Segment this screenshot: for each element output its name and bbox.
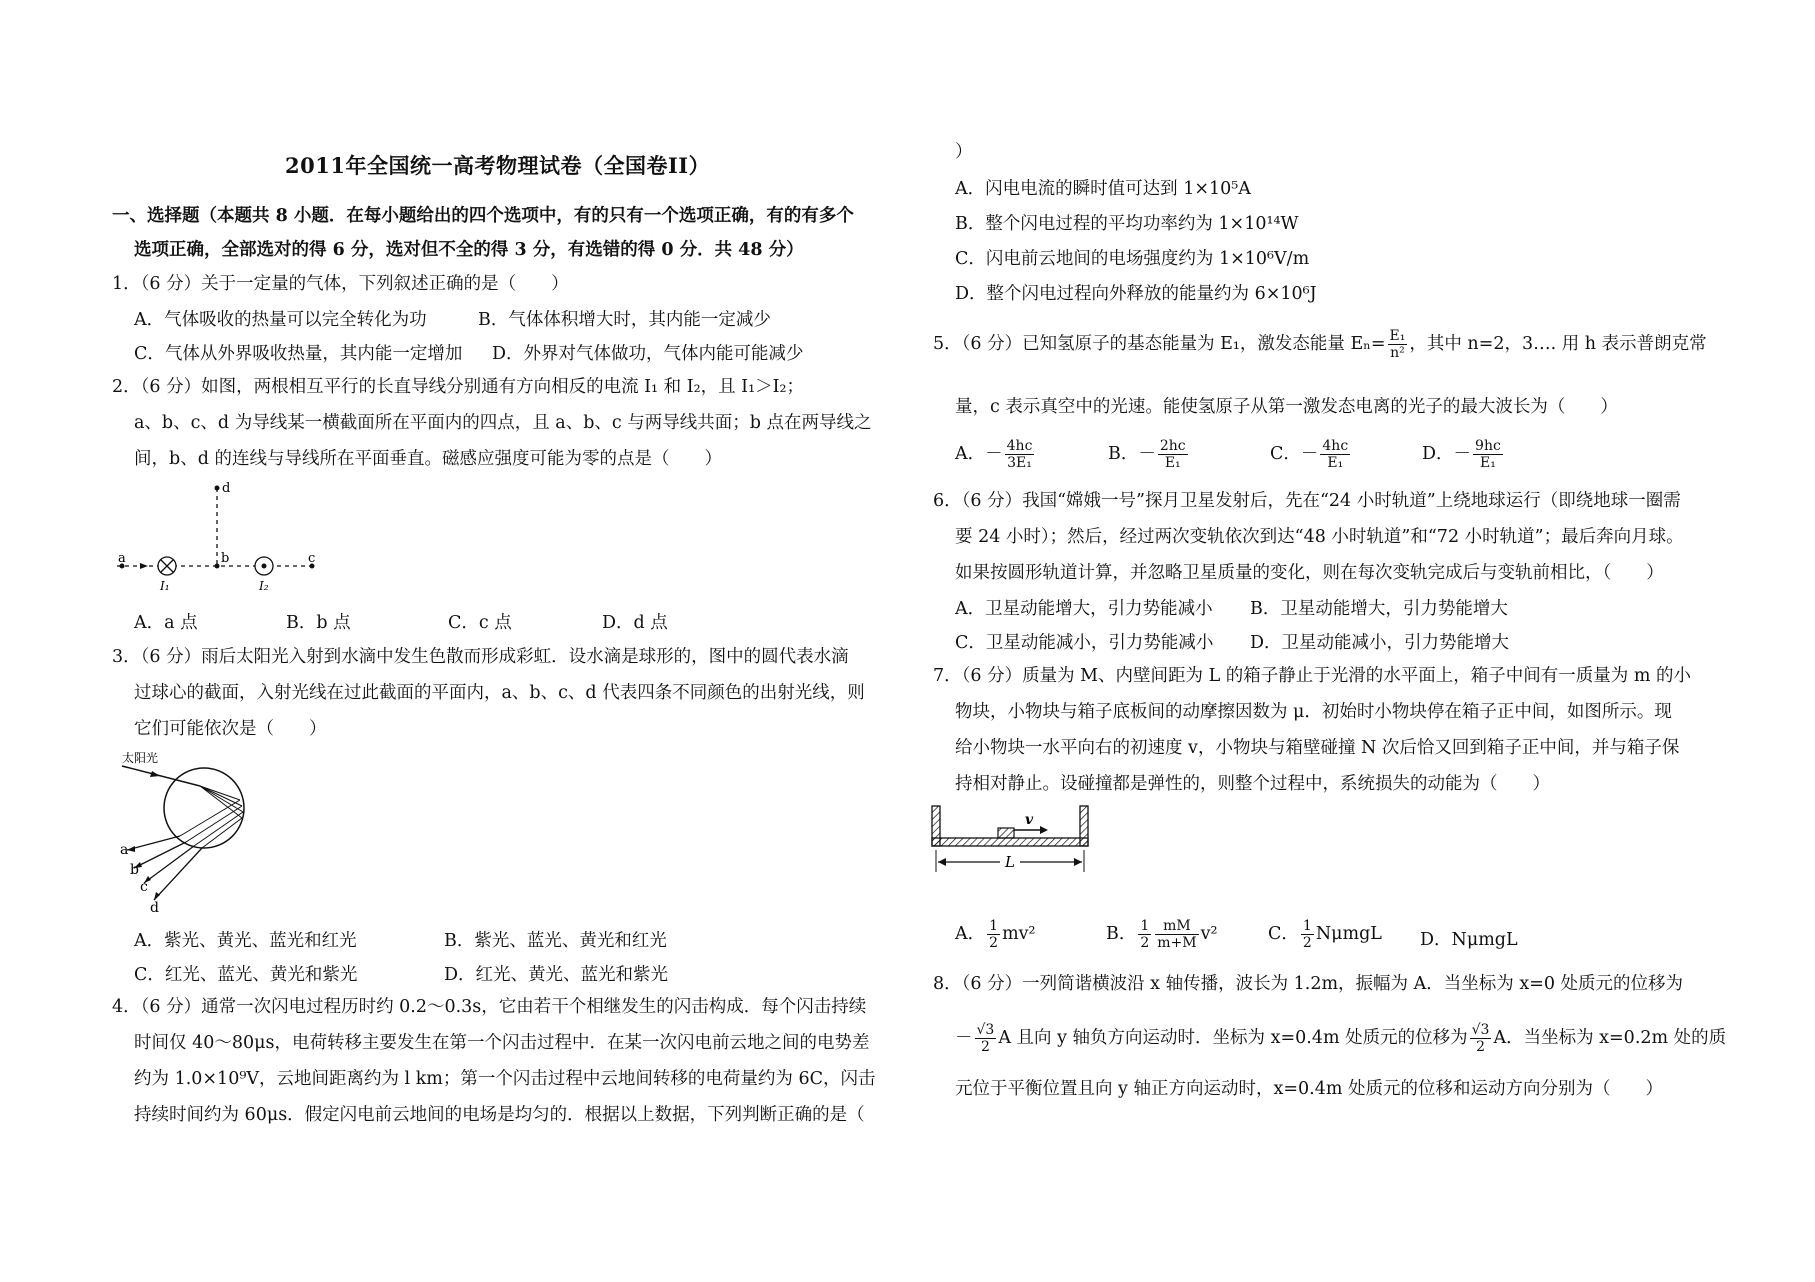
q7-option-a-num: 1 [989,918,999,934]
q7-option-b-fraction1 [1138,918,1151,951]
q2-option-d: D．d 点 [602,613,668,633]
q5-option-a-num: 4hc [1006,438,1033,454]
q3-ray-d [154,848,202,900]
q1-option-c: C．气体从外界吸收热量，其内能一定增加 [134,344,463,364]
q7-option-b-tail: v² [1200,924,1218,944]
q4-option-b: B．整个闪电过程的平均功率约为 1×10¹⁴W [955,214,1299,234]
q7-block [998,828,1014,838]
q7-option-c-fraction [1301,918,1314,951]
q4-stem-line5: ） [955,142,973,162]
q5-stem-part2: ，其中 n=2，3…. 用 h 表示普朗克常 [1409,334,1707,354]
q8-stem-line3: 元位于平衡位置且向 y 轴正方向运动时，x=0.4m 处质元的位移和运动方向分别为（ ） [955,1079,1664,1099]
q6-option-d: D．卫星动能减小，引力势能增大 [1250,633,1510,653]
q2-label-c: c [308,551,316,566]
q5-en-fraction [1388,328,1408,361]
q2-option-c: C．c 点 [448,613,512,633]
q5-option-b-label: B． [1108,444,1139,464]
q3-label-a: a [120,842,129,858]
q7-option-b-label: B． [1106,924,1137,944]
q7-option-a-label: A． [955,924,986,944]
q8-sqrt3-fraction-1 [975,1022,997,1055]
q2-wire-i2-icon [255,557,273,575]
q8-stem-line2-mid: A 且向 y 轴负方向运动时．坐标为 x=0.4m 处质元的位移为 [998,1028,1468,1048]
q2-label-d: d [222,481,231,496]
q8-frac1-num: √3 [976,1022,995,1038]
q3-label-d: d [150,900,159,916]
q6-option-a: A．卫星动能增大，引力势能减小 [955,599,1213,619]
q2-label-i2: I₂ [259,579,269,593]
q7-stem-line1: 7．（6 分）质量为 M、内壁间距为 L 的箱子静止于光滑的水平面上，箱子中间有一质量为 m 的小 [933,666,1692,686]
q3-label-b: b [130,862,139,878]
q8-frac2-den: 2 [1476,1039,1485,1055]
q7-stem-line4: 持相对静止。设碰撞都是弹性的，则整个过程中，系统损失的动能为（ ） [955,774,1550,794]
q7-option-c-num: 1 [1302,918,1312,934]
q7-option-a-tail: mv² [1002,924,1036,944]
q2-option-a: A．a 点 [134,613,198,633]
q6-stem-line2: 要 24 小时）；然后，经过两次变轨依次到达“48 小时轨道”和“72 小时轨道”；最后奔向月球。 [955,527,1684,547]
q7-box-floor [932,838,1088,846]
q7-label-L: L [1005,853,1015,871]
q4-option-d: D．整个闪电过程向外释放的能量约为 6×10⁶J [955,284,1317,304]
q5-option-d-label: D． [1422,444,1454,464]
q2-arrow-icon [140,563,148,569]
q7-option-c-den: 2 [1302,935,1312,951]
q8-stem-line2-end: A．当坐标为 x=0.2m 处的质 [1493,1028,1727,1048]
q2-wire-i1-icon [158,557,176,575]
q6-option-c: C．卫星动能减小，引力势能减小 [955,633,1214,653]
q1-option-b: B．气体体积增大时，其内能一定减少 [478,310,771,330]
q7-option-d: D．NμmgL [1420,930,1518,950]
q4-stem-line2: 时间仅 40～80μs，电荷转移主要发生在第一个闪击过程中．在某一次闪电前云地之间的电势差 [134,1033,870,1053]
q6-option-b: B．卫星动能增大，引力势能增大 [1250,599,1508,619]
q5-option-c-fraction [1320,438,1350,471]
q8-sqrt3-fraction-2 [1470,1022,1492,1055]
q3-stem-line1: 3．（6 分）雨后太阳光入射到水滴中发生色散而形成彩虹．设水滴是球形的，图中的圆代表水滴 [112,647,849,667]
section-heading-line1: 一、选择题（本题共 8 小题．在每小题给出的四个选项中，有的只有一个选项正确，有的有多个 [112,206,854,226]
q5-option-b-fraction [1158,438,1188,471]
q1-option-a: A．气体吸收的热量可以完全转化为功 [134,310,427,330]
q3-sunlight-ray [122,766,200,786]
q5-en-denominator: n² [1390,345,1405,361]
section-heading-line2: 选项正确，全部选对的得 6 分，选对但不全的得 3 分，有选错的得 0 分．共 48 分） [134,240,804,260]
q5-option-b-sign: － [1138,444,1156,464]
q7-option-c-label: C． [1268,924,1299,944]
q7-option-b-den1: 2 [1140,935,1150,951]
q5-option-c-num: 4hc [1322,438,1349,454]
q5-option-c [1270,438,1352,471]
q2-wire-diagram [112,478,332,603]
q4-option-a: A．闪电电流的瞬时值可达到 1×10⁵A [955,179,1251,199]
q4-stem-line3: 约为 1.0×10⁹V，云地间距离约为 l km；第一个闪击过程中云地间转移的电荷量约为 6C，闪击 [134,1069,876,1089]
q5-option-a-label: A． [955,444,986,464]
q5-option-c-label: C． [1270,444,1301,464]
q8-minus-sign: － [955,1028,973,1048]
q7-option-b-num1: 1 [1140,918,1150,934]
q5-option-b-num: 2hc [1159,438,1186,454]
q2-point-b [215,564,220,569]
q6-stem-line1: 6．（6 分）我国“嫦娥一号”探月卫星发射后，先在“24 小时轨道”上绕地球运行（即绕地球一圈需 [933,491,1681,511]
q3-label-c: c [140,879,148,895]
q7-option-a-den: 2 [989,935,999,951]
q7-option-b-num2: mM [1155,918,1198,935]
q7-option-a-fraction [987,918,1000,951]
q7-label-v: v [1025,812,1034,828]
q5-option-d-fraction [1473,438,1503,471]
q8-stem-line1: 8．（6 分）一列简谐横波沿 x 轴传播，波长为 1.2m，振幅为 A．当坐标为 x=0 处质元的位移为 [933,974,1684,994]
q3-option-b: B．紫光、蓝光、黄光和红光 [444,931,667,951]
q7-option-a [955,918,1036,951]
q4-stem-line4: 持续时间约为 60μs．假定闪电前云地间的电场是均匀的．根据以上数据，下列判断正确的是（ [134,1105,865,1125]
q2-option-b: B．b 点 [286,613,351,633]
q7-option-b-den2: m+M [1157,935,1197,951]
q2-point-d [215,486,220,491]
q5-option-b-den: E₁ [1164,455,1181,471]
q5-option-a-fraction [1005,438,1035,471]
q2-stem-line3: 间，b、d 的连线与导线所在平面垂直。磁感应强度可能为零的点是（ ） [134,449,722,469]
q5-stem-line1 [933,328,1707,361]
q7-stem-line2: 物块，小物块与箱子底板间的动摩擦因数为 μ．初始时小物块停在箱子正中间，如图所示。现 [955,702,1672,722]
q3-stem-line3: 它们可能依次是（ ） [134,719,327,739]
q5-option-c-sign: － [1300,444,1319,464]
q5-option-d-num: 9hc [1475,438,1501,454]
q7-velocity-arrow-icon [1040,826,1048,834]
q5-option-c-den: E₁ [1327,455,1344,471]
q7-option-b [1106,918,1218,951]
q3-raindrop-diagram [112,748,262,918]
q7-option-b-fraction2 [1155,918,1198,951]
q2-stem-line1: 2．（6 分）如图，两根相互平行的长直导线分别通有方向相反的电流 I₁ 和 I₂，且 I₁＞I₂； [112,377,805,397]
q3-option-d: D．红光、黄光、蓝光和紫光 [444,965,669,985]
page-title: 2011年全国统一高考物理试卷（全国卷II） [285,153,711,178]
q7-box-diagram [930,800,1090,880]
q5-option-a [955,438,1036,471]
q2-label-b: b [221,551,230,566]
q4-option-c: C．闪电前云地间的电场强度约为 1×10⁶V/m [955,249,1310,269]
q5-option-d [1422,438,1505,471]
q7-stem-line3: 给小物块一水平向右的初速度 v，小物块与箱壁碰撞 N 次后恰又回到箱子正中间，并与箱子保 [955,738,1680,758]
q7-option-c-tail: NμmgL [1315,924,1382,944]
q2-stem-line2: a、b、c、d 为导线某一横截面所在平面内的四点，且 a、b、c 与两导线共面；b 点在两导线之 [134,413,872,433]
q5-option-d-den: E₁ [1479,455,1496,471]
q3-stem-line2: 过球心的截面，入射光线在过此截面的平面内，a、b、c、d 代表四条不同颜色的出射光线，则 [134,683,865,703]
q3-option-c: C．红光、蓝光、黄光和紫光 [134,965,358,985]
q8-frac1-den: 2 [980,1039,990,1055]
q1-stem: 1．（6 分）关于一定量的气体，下列叙述正确的是（ ） [112,274,569,294]
q5-stem-line2: 量，c 表示真空中的光速。能使氢原子从第一激发态电离的光子的最大波长为（ ） [955,397,1618,417]
q8-frac2-num: √3 [1471,1022,1490,1038]
q8-stem-line2 [955,1022,1726,1055]
q6-stem-line3: 如果按圆形轨道计算，并忽略卫星质量的变化，则在每次变轨完成后与变轨前相比，（ ） [955,563,1664,583]
q5-option-a-den: 3E₁ [1007,455,1032,471]
q5-option-a-sign: － [985,444,1003,464]
q3-label-sun: 太阳光 [122,751,159,765]
q5-option-d-sign: － [1453,444,1472,464]
q2-label-i1: I₁ [160,579,170,593]
q5-option-b [1108,438,1190,471]
q3-sunlight-arrow-icon [150,771,160,777]
q4-stem-line1: 4．（6 分）通常一次闪电过程历时约 0.2～0.3s，它由若干个相继发生的闪击构成．每个闪击持续 [112,997,867,1017]
q2-label-a: a [118,551,126,566]
q5-stem-part1: 5．（6 分）已知氢原子的基态能量为 E₁，激发态能量 Eₙ= [933,334,1386,354]
q7-option-c [1268,918,1382,951]
q1-option-d: D．外界对气体做功，气体内能可能减少 [492,344,804,364]
q3-option-a: A．紫光、黄光、蓝光和红光 [134,931,357,951]
q5-en-numerator: E₁ [1389,328,1406,344]
